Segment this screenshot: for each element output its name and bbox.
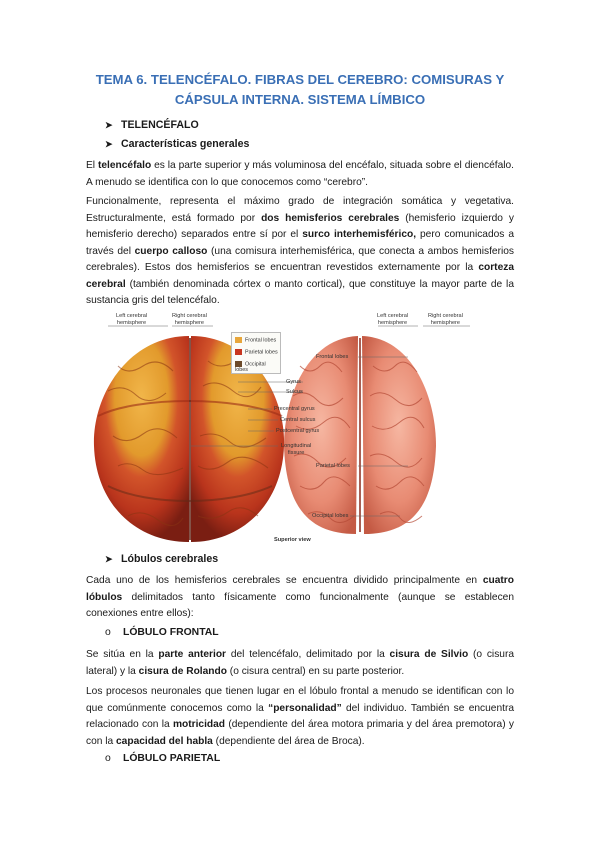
arrow-bullet-icon: ➤ <box>105 120 113 130</box>
paragraph-functional: Funcionalmente, representa el máximo grado de integración somática y vegetativa. Estructuralmente, está formado por dos hemisferios cerebrales (hemisferio izquierdo y hemisferio derecho) separados entre sí por el surco interhemisférico, pero comunicados a través del cuerpo calloso (una comisura interhemisférica, que conecta a ambos hemisferios cerebrales). Estos dos hemisferios se encuentran revestidos externamente por la corteza cerebral (también denominada córtex o manto cortical), que constituye la mayor parte de la sustancia gris del telencéfalo. <box>86 196 515 306</box>
brain-figure <box>88 306 513 546</box>
label-right-hemisphere-1: Right cerebral hemisphere <box>172 313 207 326</box>
legend-item-frontal: Frontal lobes <box>235 337 276 343</box>
label-precentral-gyrus: Precentral gyrus <box>274 406 315 412</box>
label-postcentral-gyrus: Postcentral gyrus <box>276 428 320 434</box>
paragraph-frontal-function: Los procesos neuronales que tienen lugar en el lóbulo frontal a menudo se identifican con lo que comúnmente conocemos como la “personalidad” del individuo. También se encuentra relacionado con la motricidad (dependiente del área motora primaria y del área premotora) y con la capacidad del habla (dependiente del área de Broca). <box>86 686 515 747</box>
title-line-1: TEMA 6. TELENCÉFALO. FIBRAS DEL CEREBRO: COMISURAS Y <box>95 72 505 87</box>
circle-bullet-icon: o <box>105 627 111 638</box>
legend-item-parietal: Parietal lobes <box>235 349 278 355</box>
legend-item-occipital: Occipital lobes <box>235 361 266 374</box>
bullet-telencefalo <box>105 119 199 131</box>
label-sulcus: Sulcus <box>286 389 303 395</box>
label-gyrus: Gyrus <box>286 379 301 385</box>
figure-caption: Superior view <box>274 537 311 543</box>
real-brain <box>284 336 436 534</box>
bullet-label: TELENCÉFALO <box>121 119 199 131</box>
bullet-caracteristicas <box>105 138 249 150</box>
label-right-hemisphere-2: Right cerebral hemisphere <box>428 313 463 326</box>
label-left-hemisphere-2: Left cerebral hemisphere <box>377 313 409 326</box>
sub-label: LÓBULO PARIETAL <box>123 753 221 764</box>
sub-label: LÓBULO FRONTAL <box>123 627 219 638</box>
page-title <box>60 70 540 110</box>
label-central-sulcus: Central sulcus <box>280 417 316 423</box>
arrow-bullet-icon: ➤ <box>105 554 113 564</box>
paragraph-intro: El telencéfalo es la parte superior y más voluminosa del encéfalo, situada sobre el diencéfalo. A menudo se identifica con lo que conocemos como “cerebro”. <box>86 160 514 188</box>
label-parietal-lobes: Parietal lobes <box>316 463 350 469</box>
label-left-hemisphere-1: Left cerebral hemisphere <box>116 313 148 326</box>
label-longitudinal-fissure: Longitudinal fissure <box>281 443 312 456</box>
arrow-bullet-icon: ➤ <box>105 139 113 149</box>
title-line-2: CÁPSULA INTERNA. SISTEMA LÍMBICO <box>174 92 426 107</box>
lobe-legend <box>231 332 281 374</box>
paragraph-lobulos: Cada uno de los hemisferios cerebrales se encuentra dividido principalmente en cuatro lóbulos delimitados tanto físicamente como funcionalmente (aunque se establecen conexiones entre ellos): <box>86 575 514 619</box>
label-occipital-lobes: Occipital lobes <box>312 513 349 519</box>
bullet-label: Lóbulos cerebrales <box>121 553 219 565</box>
paragraph-frontal-location: Se sitúa en la parte anterior del telencéfalo, delimitado por la cisura de Silvio (o cisura lateral) y la cisura de Rolando (o cisura central) en su parte posterior. <box>86 649 515 677</box>
bullet-lobulos <box>105 553 218 565</box>
circle-bullet-icon: o <box>105 753 111 764</box>
sub-lobulo-frontal <box>105 627 219 638</box>
label-frontal-lobes: Frontal lobes <box>316 354 349 360</box>
brain-illustration <box>88 306 513 546</box>
bullet-label: Características generales <box>121 138 250 150</box>
sub-lobulo-parietal <box>105 753 220 764</box>
